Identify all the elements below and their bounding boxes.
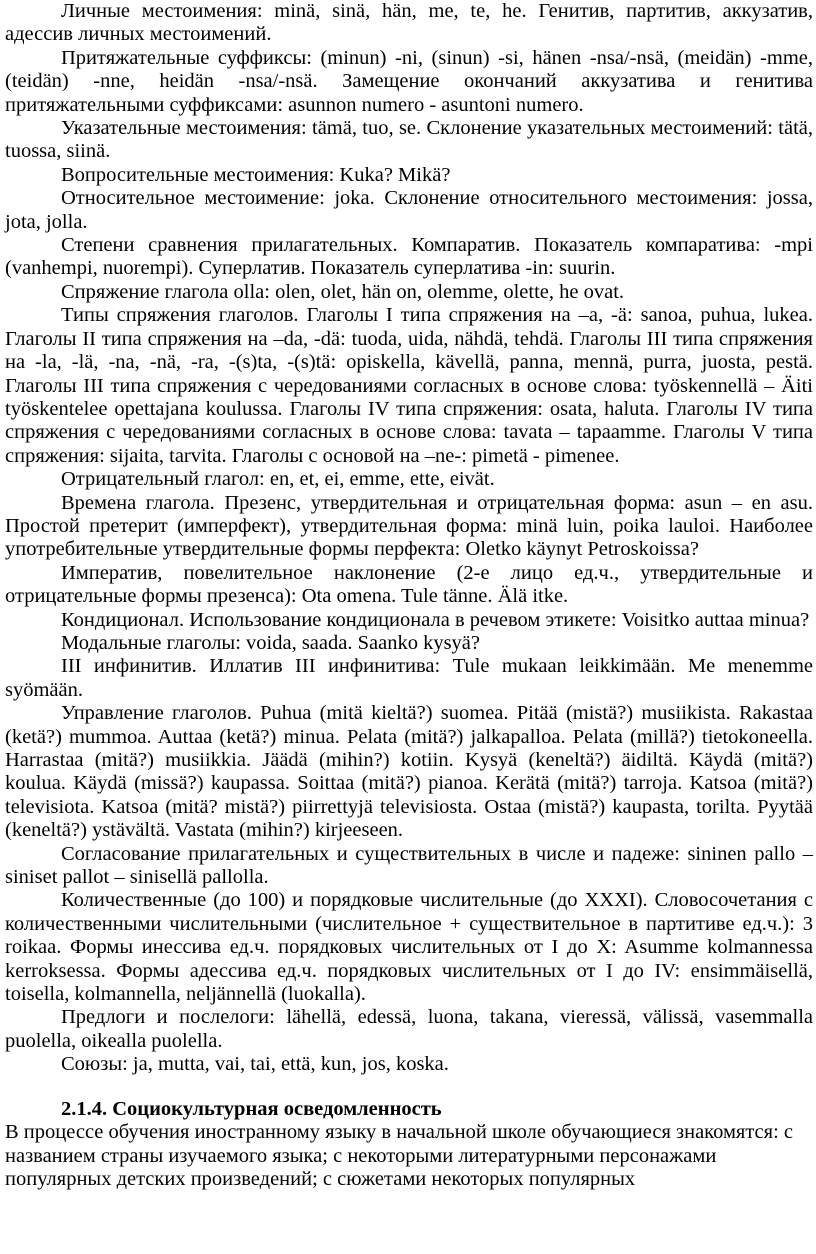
paragraph-verb-tenses: Времена глагола. Презенс, утвердительная и отрицательная форма: asun – en asu. Простой претерит (имперфект), утвердительная форма: minä luin, poika lauloi. Наиболее употребительные утвердительные формы перфекта: Oletko käynyt Petroskoissa? <box>5 491 813 561</box>
paragraph-relative-pronoun: Относительное местоимение: joka. Склонение относительного местоимения: jossa, jota, jolla. <box>5 187 813 233</box>
paragraph-third-infinitive: III инфинитив. Иллатив III инфинитива: Tule mukaan leikkimään. Me menemme syömään. <box>5 655 813 701</box>
paragraph-interrogative-pronouns: Вопросительные местоимения: Kuka? Mikä? <box>61 163 451 186</box>
paragraph-olla-conjugation: Спряжение глагола olla: olen, olet, hän on, olemme, olette, he ovat. <box>61 280 625 303</box>
paragraph-imperative: Императив, повелительное наклонение (2-е лицо ед.ч., утвердительные и отрицательные формы презенса): Ota omena. Tule tänne. Älä itke. <box>5 561 813 608</box>
document-body <box>5 0 813 1191</box>
paragraph-comparison-degrees: Степени сравнения прилагательных. Компаратив. Показатель компаратива: -mpi (vanhempi, nuorempi). Суперлатив. Показатель суперлатива -in: suurin. <box>5 234 813 280</box>
paragraph-possessive-suffixes: Притяжательные суффиксы: (minun) -ni, (sinun) -si, hänen -nsa/-nsä, (meidän) -mme, (teidän) -nne, heidän -nsa/-nsä. Замещение окончаний аккузатива и генитива притяжательными суффиксами: asunnon numero - asuntoni numero. <box>5 46 813 116</box>
paragraph-modal-verbs: Модальные глаголы: voida, saada. Saanko kysyä? <box>61 631 480 654</box>
paragraph-verb-types: Типы спряжения глаголов. Глаголы I типа спряжения на –a, -ä: sanoa, puhua, lukea. Глаголы II типа спряжения на –da, -dä: tuoda, uida, nähdä, tehdä. Глаголы III типа спряжения на -la, -lä, -na, -nä, -ra, -(s)ta, -(s)tä: opiskella, kävellä, panna, mennä, purra, juosta, pestä. Глаголы III типа спряжения с чередованиями согласных в основе слова: työskennellä – Äiti työskentelee opettajana koulussa. Глаголы IV типа спряжения: osata, haluta. Глаголы IV типа спряжения с чередованиями согласных в основе слова: tavata – tapaamme. Глаголы V типа спряжения: sijaita, tarvita. Глаголы с основой на –ne-: pimetä - pimenee. <box>5 304 813 467</box>
paragraph-negative-verb: Отрицательный глагол: en, et, ei, emme, ette, eivät. <box>61 468 495 491</box>
paragraph-personal-pronouns: Личные местоимения: minä, sinä, hän, me, te, he. Генитив, партитив, аккузатив, адессив личных местоимений. <box>5 0 813 46</box>
paragraph-demonstrative-pronouns: Указательные местоимения: tämä, tuo, se. Склонение указательных местоимений: tätä, tuossa, siinä. <box>5 117 813 163</box>
paragraph-conditional: Кондиционал. Использование кондиционала в речевом этикете: Voisitko auttaa minua? <box>61 608 810 631</box>
paragraph-conjunctions: Союзы: ja, mutta, vai, tai, että, kun, jos, koska. <box>61 1053 449 1076</box>
section-heading: 2.1.4. Социокультурная осведомленность <box>61 1097 442 1120</box>
paragraph-verb-government: Управление глаголов. Puhua (mitä kieltä?) suomea. Pitää (mistä?) musiikista. Rakastaa (ketä?) mummoa. Auttaa (ketä?) minua. Pelata (mitä?) jalkapalloa. Pelata (millä?) tietokoneella. Harrastaa (mitä?) musiikkia. Jäädä (mihin?) kotiin. Kysyä (keneltä?) äidiltä. Käydä (mitä?) koulua. Käydä (missä?) kaupassa. Soittaa (mitä?) pianoa. Kerätä (mitä?) tarroja. Katsoa (mitä?) televisiota. Katsoa (mitä? mistä?) piirrettyjä televisiosta. Ostaa (mistä?) kaupasta, torilta. Pyytää (keneltä?) ystävältä. Vastata (mihin?) kirjeeseen. <box>5 702 813 842</box>
paragraph-prepositions: Предлоги и послелоги: lähellä, edessä, luona, takana, vieressä, välissä, vasemmalla puolella, oikealla puolella. <box>5 1006 813 1052</box>
paragraph-numerals: Количественные (до 100) и порядковые числительные (до XXXI). Словосочетания с количественными числительными (числительное + существительное в партитиве ед.ч.): 3 roikaa. Формы инессива ед.ч. порядковых числительных от I до X: Asumme kolmannessa kerroksessa. Формы адессива ед.ч. порядковых числительных от I до IV: ensimmäisellä, toisella, kolmannella, neljännellä (luokalla). <box>5 889 813 1006</box>
paragraph-sociocultural: В процессе обучения иностранному языку в начальной школе обучающиеся знакомятся: с названием страны изучаемого языка; с некоторыми литературными персонажами популярных детских произведений; с сюжетами некоторых популярных <box>5 1121 793 1190</box>
paragraph-adjective-agreement: Согласование прилагательных и существительных в числе и падеже: sininen pallo – siniset pallot – sinisellä pallolla. <box>5 842 813 889</box>
